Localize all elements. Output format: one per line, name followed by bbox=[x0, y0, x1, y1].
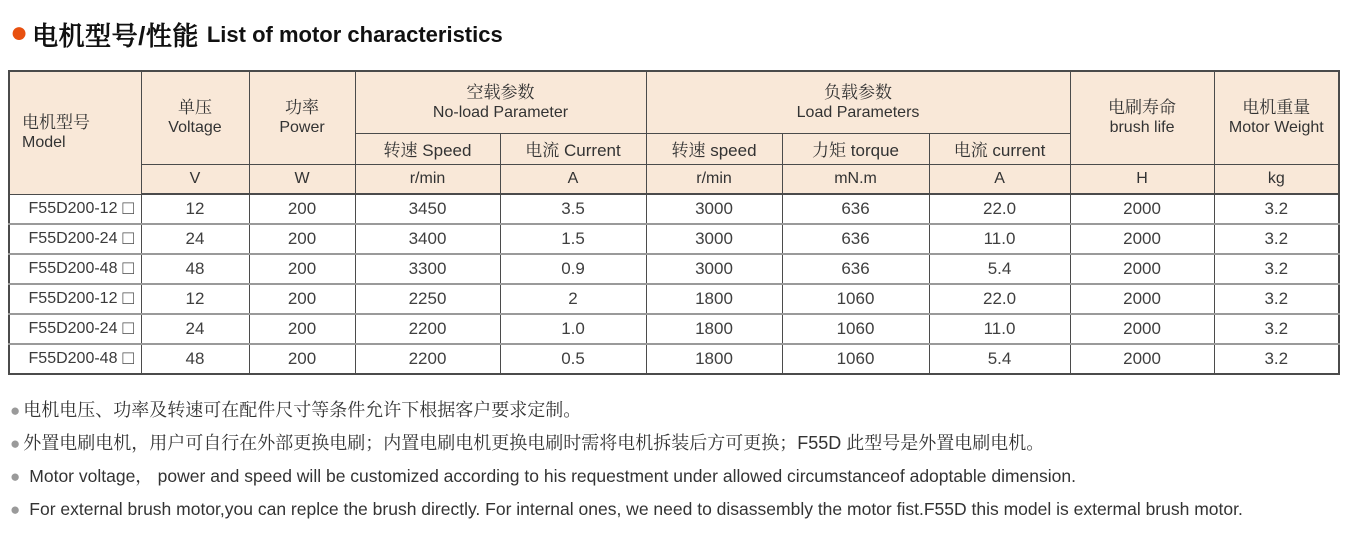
group-header-load bbox=[646, 71, 1070, 133]
col-header-power-zh: 功率 bbox=[285, 98, 319, 118]
unit-load-current: A bbox=[929, 164, 1070, 194]
noload-current-cell: 1.0 bbox=[500, 314, 646, 344]
subcol-noload-speed: 转速 Speed bbox=[355, 133, 500, 164]
note-bullet-icon: ● bbox=[10, 467, 21, 486]
load-torque-cell: 636 bbox=[782, 194, 929, 224]
table-row bbox=[9, 284, 1339, 314]
group-header-no-load-zh: 空载参数 bbox=[466, 82, 535, 102]
noload-speed-cell: 3300 bbox=[355, 254, 500, 284]
load-speed-cell: 1800 bbox=[646, 344, 782, 374]
model-name: F55D200-24 bbox=[28, 320, 118, 337]
load-torque-cell: 636 bbox=[782, 224, 929, 254]
group-header-no-load-en: No-load Parameter bbox=[432, 103, 569, 121]
unit-load-torque: mN.m bbox=[782, 164, 929, 194]
col-header-power-en: Power bbox=[279, 119, 325, 137]
model-name: F55D200-48 bbox=[28, 260, 118, 277]
model-suffix-box-icon: □ bbox=[122, 197, 134, 219]
note-customization-zh bbox=[10, 394, 1340, 427]
subcol-load-torque: 力矩 torque bbox=[782, 133, 929, 164]
model-cell bbox=[9, 284, 141, 314]
subcol-load-current: 电流 current bbox=[929, 133, 1070, 164]
subcol-load-speed: 转速 speed bbox=[646, 133, 782, 164]
col-header-brush-life-en: brush life bbox=[1109, 119, 1175, 137]
table-row bbox=[9, 314, 1339, 344]
title-bullet-icon: ● bbox=[10, 15, 29, 49]
note-brush-replacement-zh bbox=[10, 427, 1340, 460]
unit-brush-life: H bbox=[1070, 164, 1214, 194]
header-row-groups bbox=[9, 71, 1339, 133]
noload-current-cell: 2 bbox=[500, 284, 646, 314]
weight-cell: 3.2 bbox=[1214, 254, 1339, 284]
unit-noload-current: A bbox=[500, 164, 646, 194]
col-header-model-zh: 电机型号 bbox=[22, 113, 90, 133]
power-cell: 200 bbox=[249, 344, 355, 374]
load-speed-cell: 3000 bbox=[646, 224, 782, 254]
page-title-zh: 电机型号/性能 bbox=[32, 21, 199, 51]
col-header-weight bbox=[1214, 71, 1339, 164]
model-cell bbox=[9, 224, 141, 254]
model-name: F55D200-12 bbox=[28, 199, 118, 217]
unit-noload-speed: r/min bbox=[355, 164, 500, 194]
voltage-cell: 48 bbox=[141, 254, 249, 284]
model-suffix-box-icon: □ bbox=[122, 318, 134, 339]
col-header-voltage bbox=[141, 71, 249, 164]
model-suffix-box-icon: □ bbox=[122, 258, 134, 279]
model-name: F55D200-24 bbox=[28, 230, 118, 247]
weight-cell: 3.2 bbox=[1214, 344, 1339, 374]
noload-current-cell: 3.5 bbox=[500, 194, 646, 224]
load-current-cell: 22.0 bbox=[929, 194, 1070, 224]
noload-speed-cell: 2200 bbox=[355, 344, 500, 374]
brush-life-cell: 2000 bbox=[1070, 284, 1214, 314]
page-title bbox=[10, 16, 503, 53]
note-brush-replacement-en bbox=[10, 493, 1340, 526]
load-speed-cell: 1800 bbox=[646, 284, 782, 314]
model-name: F55D200-12 bbox=[28, 290, 118, 307]
col-header-voltage-en: Voltage bbox=[168, 119, 222, 137]
noload-speed-cell: 3450 bbox=[355, 194, 500, 224]
noload-current-cell: 0.5 bbox=[500, 344, 646, 374]
model-cell bbox=[9, 254, 141, 284]
col-header-brush-life-zh: 电刷寿命 bbox=[1108, 98, 1177, 118]
load-current-cell: 11.0 bbox=[929, 314, 1070, 344]
weight-cell: 3.2 bbox=[1214, 314, 1339, 344]
table-row bbox=[9, 254, 1339, 284]
footnotes bbox=[10, 394, 1340, 526]
power-cell: 200 bbox=[249, 314, 355, 344]
voltage-cell: 12 bbox=[141, 284, 249, 314]
model-suffix-box-icon: □ bbox=[122, 228, 134, 249]
model-name: F55D200-48 bbox=[28, 350, 118, 367]
load-current-cell: 11.0 bbox=[929, 224, 1070, 254]
note-text: 电机电压、功率及转速可在配件尺寸等条件允许下根据客户要求定制。 bbox=[23, 400, 582, 420]
page-title-en: List of motor characteristics bbox=[206, 21, 503, 47]
noload-current-cell: 1.5 bbox=[500, 224, 646, 254]
note-text: 外置电刷电机，用户可自行在外部更换电刷；内置电刷电机更换电刷时需将电机拆装后方可更换；F55D 此型号是外置电刷电机。 bbox=[23, 433, 1045, 453]
col-header-voltage-zh: 单压 bbox=[178, 98, 212, 118]
brush-life-cell: 2000 bbox=[1070, 254, 1214, 284]
noload-speed-cell: 2200 bbox=[355, 314, 500, 344]
load-speed-cell: 3000 bbox=[646, 194, 782, 224]
subcol-noload-current: 电流 Current bbox=[500, 133, 646, 164]
brush-life-cell: 2000 bbox=[1070, 224, 1214, 254]
note-bullet-icon: ● bbox=[10, 401, 21, 420]
model-cell bbox=[9, 194, 141, 224]
note-text: Motor voltage， power and speed will be customized according to his requestment under allowed circumstanceof adoptable dimension. bbox=[29, 466, 1076, 486]
voltage-cell: 24 bbox=[141, 314, 249, 344]
unit-voltage: V bbox=[141, 164, 249, 194]
group-header-no-load bbox=[355, 71, 646, 133]
load-current-cell: 22.0 bbox=[929, 284, 1070, 314]
col-header-weight-zh: 电机重量 bbox=[1242, 98, 1311, 118]
noload-speed-cell: 2250 bbox=[355, 284, 500, 314]
brush-life-cell: 2000 bbox=[1070, 314, 1214, 344]
weight-cell: 3.2 bbox=[1214, 224, 1339, 254]
voltage-cell: 24 bbox=[141, 224, 249, 254]
col-header-power bbox=[249, 71, 355, 164]
unit-load-speed: r/min bbox=[646, 164, 782, 194]
weight-cell: 3.2 bbox=[1214, 284, 1339, 314]
group-header-load-en: Load Parameters bbox=[796, 103, 920, 121]
note-bullet-icon: ● bbox=[10, 500, 21, 519]
model-suffix-box-icon: □ bbox=[122, 288, 134, 309]
col-header-brush-life bbox=[1070, 71, 1214, 164]
col-header-model-en: Model bbox=[22, 134, 66, 152]
note-bullet-icon: ● bbox=[10, 434, 21, 453]
model-cell bbox=[9, 344, 141, 374]
power-cell: 200 bbox=[249, 224, 355, 254]
col-header-model bbox=[9, 71, 141, 194]
model-suffix-box-icon: □ bbox=[122, 348, 134, 369]
unit-power: W bbox=[249, 164, 355, 194]
power-cell: 200 bbox=[249, 284, 355, 314]
load-torque-cell: 1060 bbox=[782, 284, 929, 314]
load-current-cell: 5.4 bbox=[929, 254, 1070, 284]
noload-speed-cell: 3400 bbox=[355, 224, 500, 254]
note-customization-en bbox=[10, 460, 1340, 493]
unit-weight: kg bbox=[1214, 164, 1339, 194]
power-cell: 200 bbox=[249, 254, 355, 284]
group-header-load-zh: 负载参数 bbox=[824, 82, 893, 102]
voltage-cell: 48 bbox=[141, 344, 249, 374]
load-speed-cell: 3000 bbox=[646, 254, 782, 284]
load-torque-cell: 1060 bbox=[782, 314, 929, 344]
load-speed-cell: 1800 bbox=[646, 314, 782, 344]
load-torque-cell: 1060 bbox=[782, 344, 929, 374]
table-row bbox=[9, 194, 1339, 224]
brush-life-cell: 2000 bbox=[1070, 344, 1214, 374]
brush-life-cell: 2000 bbox=[1070, 194, 1214, 224]
model-cell bbox=[9, 314, 141, 344]
voltage-cell: 12 bbox=[141, 194, 249, 224]
header-row-units bbox=[9, 164, 1339, 194]
power-cell: 200 bbox=[249, 194, 355, 224]
motor-characteristics-table bbox=[8, 70, 1340, 375]
load-torque-cell: 636 bbox=[782, 254, 929, 284]
weight-cell: 3.2 bbox=[1214, 194, 1339, 224]
noload-current-cell: 0.9 bbox=[500, 254, 646, 284]
note-text: For external brush motor,you can replce the brush directly. For internal ones, we need to disassembly the motor fist.F55D this model is extermal brush motor. bbox=[29, 499, 1243, 519]
table-row bbox=[9, 224, 1339, 254]
load-current-cell: 5.4 bbox=[929, 344, 1070, 374]
table-row bbox=[9, 344, 1339, 374]
col-header-weight-en: Motor Weight bbox=[1228, 119, 1324, 137]
